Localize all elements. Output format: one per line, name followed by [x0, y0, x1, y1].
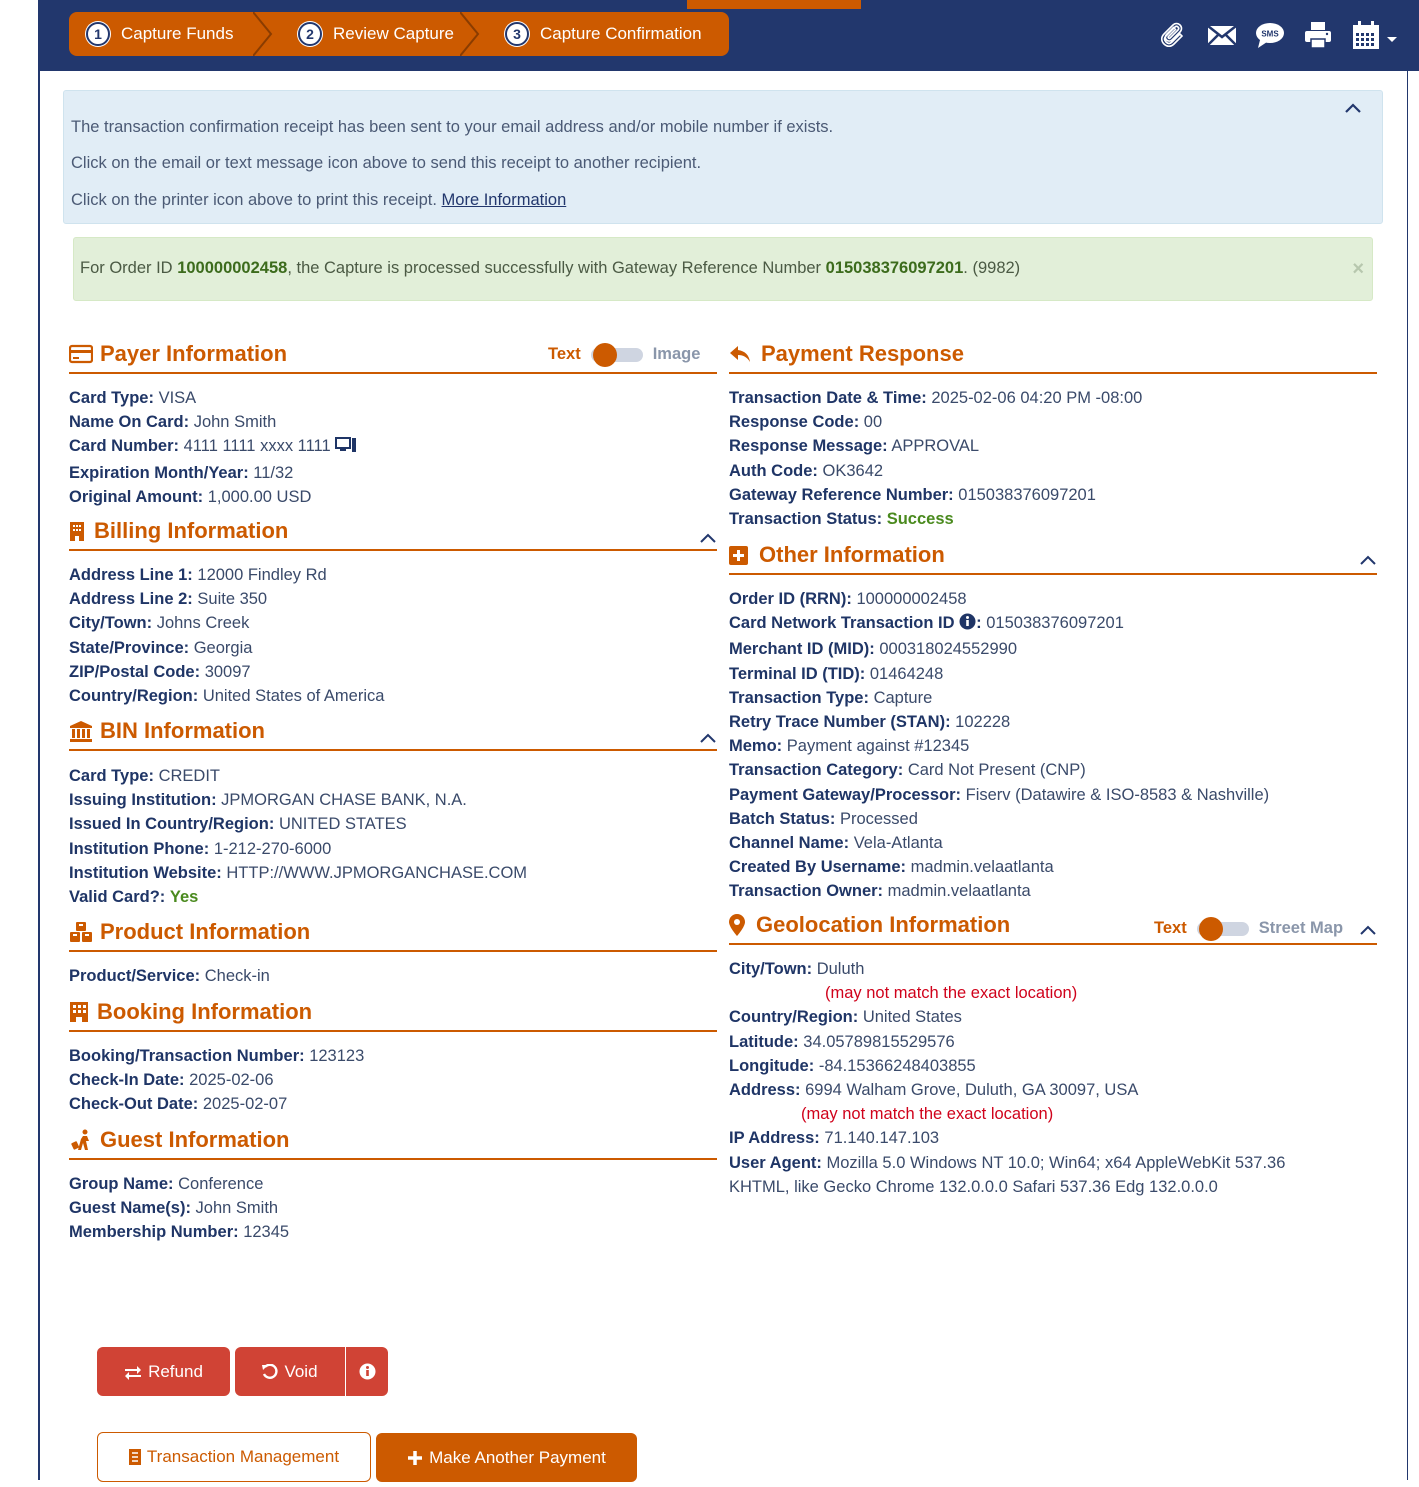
booking-rows	[69, 1044, 364, 1117]
field-row: Product/Service: Check-in	[69, 967, 270, 985]
undo-icon	[262, 1364, 278, 1380]
wizard-step-capture-confirmation[interactable]	[476, 12, 702, 56]
transaction-status-badge: Success	[886, 510, 954, 529]
field-row: Issued In Country/Region: UNITED STATES	[69, 815, 407, 834]
close-icon[interactable]: ×	[1352, 258, 1364, 280]
section-title: Booking Information	[97, 999, 313, 1024]
geolocation-rows	[729, 957, 1285, 1199]
toggle-label-text: Text	[1154, 919, 1187, 937]
bin-information-header	[69, 713, 717, 751]
field-row: Country/Region: United States of America	[69, 687, 385, 706]
field-row: IP Address: 71.140.147.103	[729, 1129, 940, 1148]
field-row: Issuing Institution: JPMORGAN CHASE BANK, N.A.	[69, 791, 467, 810]
field-row: Institution Website: HTTP://WWW.JPMORGANCHASE.COM	[69, 863, 528, 882]
field-row: Transaction Owner: madmin.velaatlanta	[729, 882, 1031, 901]
field-row: Address Line 1: 12000 Findley Rd	[69, 566, 327, 584]
location-warning: (may not match the exact location)	[825, 984, 1078, 1003]
void-info-button[interactable]	[346, 1347, 388, 1396]
page-frame-left	[38, 0, 40, 1480]
product-rows	[69, 964, 270, 988]
wizard-step-capture-funds[interactable]	[69, 12, 269, 56]
field-row: Created By Username: madmin.velaatlanta	[729, 858, 1054, 877]
cubes-icon	[69, 921, 95, 943]
field-row: Terminal ID (TID): 01464248	[729, 664, 944, 683]
text-streetmap-switch[interactable]	[1197, 922, 1249, 936]
step-number: 3	[505, 22, 529, 46]
geo-view-toggle	[1154, 919, 1343, 938]
chevron-up-icon[interactable]	[699, 725, 717, 739]
bank-icon	[69, 720, 95, 742]
transaction-management-button[interactable]: Transaction Management	[97, 1432, 371, 1482]
field-row: Channel Name: Vela-Atlanta	[729, 834, 943, 853]
toggle-label-text: Text	[548, 345, 581, 363]
step-number: 2	[298, 22, 322, 46]
section-title: Other Information	[759, 542, 945, 567]
other-information-rows	[729, 587, 1269, 904]
more-information-link[interactable]: More Information	[441, 191, 567, 209]
field-row: Name On Card: John Smith	[69, 413, 277, 432]
reply-icon	[729, 343, 756, 365]
map-marker-icon	[729, 914, 751, 936]
step-number: 1	[86, 22, 110, 46]
paperclip-icon[interactable]	[1157, 18, 1191, 52]
calendar-icon[interactable]	[1349, 18, 1383, 52]
wizard-steps	[69, 12, 729, 56]
section-title: Payment Response	[761, 341, 964, 366]
success-message: For Order ID 100000002458, the Capture is processed successfully with Gateway Reference Number 015038376097201. (9982)	[80, 259, 1021, 277]
info-line-3: Click on the printer icon above to print this receipt. More Information	[71, 191, 567, 209]
bin-rows	[69, 764, 527, 909]
refund-button[interactable]: Refund	[97, 1347, 230, 1396]
field-row: Original Amount: 1,000.00 USD	[69, 487, 312, 506]
field-row: ZIP/Postal Code: 30097	[69, 662, 251, 681]
field-row: User Agent: Mozilla 5.0 Windows NT 10.0; Win64; x64 AppleWebKit 537.36	[729, 1153, 1286, 1172]
field-row: Transaction Date & Time: 2025-02-06 04:20 PM -08:00	[729, 389, 1143, 407]
field-row: Longitude: -84.15366248403855	[729, 1056, 976, 1075]
chevron-up-icon[interactable]	[1359, 917, 1377, 931]
field-row: Response Message: APPROVAL	[729, 437, 980, 456]
field-row: Expiration Month/Year: 11/32	[69, 463, 294, 482]
other-information-header	[729, 537, 1377, 575]
sms-icon[interactable]	[1253, 18, 1287, 52]
card-entry-device-icon	[335, 436, 357, 460]
field-row: Auth Code: OK3642	[729, 461, 884, 480]
receipt-info-panel	[63, 90, 1383, 224]
printer-icon[interactable]	[1301, 18, 1335, 52]
section-title: Payer Information	[100, 341, 288, 366]
guest-rows	[69, 1172, 289, 1245]
building-icon	[69, 520, 89, 542]
payment-response-rows	[729, 386, 1142, 531]
field-row: Card Type: CREDIT	[69, 767, 220, 785]
field-row: City/Town: Johns Creek	[69, 614, 250, 633]
payment-response-header	[729, 336, 1377, 374]
billing-information-header	[69, 513, 717, 551]
field-row: State/Province: Georgia	[69, 638, 253, 657]
field-row: Memo: Payment against #12345	[729, 737, 970, 756]
field-row: Address: 6994 Walham Grove, Duluth, GA 30097, USA	[729, 1081, 1139, 1100]
field-row: Group Name: Conference	[69, 1175, 264, 1193]
info-circle-icon	[359, 1363, 376, 1380]
field-row: Response Code: 00	[729, 413, 883, 432]
valid-card-status: Yes	[169, 888, 199, 907]
field-row: Address Line 2: Suite 350	[69, 590, 268, 609]
field-row: Order ID (RRN): 100000002458	[729, 590, 967, 608]
field-row: Valid Card?: Yes	[69, 888, 199, 907]
payer-rows	[69, 386, 357, 509]
location-warning: (may not match the exact location)	[801, 1105, 1054, 1124]
booking-information-header	[69, 994, 717, 1032]
caret-down-icon[interactable]	[1387, 37, 1397, 42]
field-row: Booking/Transaction Number: 123123	[69, 1047, 365, 1065]
field-row: Card Number: 4111 1111 xxxx 1111	[69, 434, 357, 460]
field-row: Gateway Reference Number: 015038376097201	[729, 485, 1096, 504]
field-row: Merchant ID (MID): 000318024552990	[729, 640, 1017, 659]
chevron-up-icon[interactable]	[1344, 101, 1362, 115]
info-circle-icon[interactable]	[959, 613, 976, 637]
payer-view-toggle	[548, 345, 700, 364]
receipt-toolbar	[1157, 18, 1397, 52]
section-title: BIN Information	[100, 718, 265, 743]
section-title: Billing Information	[94, 518, 289, 543]
chevron-up-icon[interactable]	[1359, 547, 1377, 561]
toggle-label-street-map: Street Map	[1258, 919, 1344, 937]
field-row: Check-In Date: 2025-02-06	[69, 1071, 274, 1090]
wizard-step-review-capture[interactable]	[269, 12, 476, 56]
guest-information-header	[69, 1122, 717, 1160]
toggle-label-image: Image	[652, 345, 701, 363]
field-row: Guest Name(s): John Smith	[69, 1199, 279, 1218]
section-title: Geolocation Information	[756, 912, 1011, 937]
field-row: Transaction Status: Success	[729, 510, 954, 529]
step-label: Review Capture	[333, 24, 454, 43]
product-information-header	[69, 914, 717, 952]
svg-text:SMS: SMS	[1261, 29, 1279, 39]
text-image-switch[interactable]	[591, 348, 643, 362]
success-alert	[73, 237, 1373, 301]
field-row: Transaction Category: Card Not Present (CNP)	[729, 761, 1086, 780]
chevron-up-icon[interactable]	[699, 525, 717, 539]
step-label: Capture Confirmation	[540, 24, 702, 43]
hotel-icon	[69, 1001, 92, 1023]
plus-icon	[407, 1450, 423, 1466]
make-another-payment-button[interactable]: Make Another Payment	[376, 1433, 637, 1482]
info-line-2: Click on the email or text message icon above to send this receipt to another recipient.	[71, 154, 702, 172]
field-row: Batch Status: Processed	[729, 809, 918, 828]
top-bar-accent	[687, 0, 861, 9]
field-row: Check-Out Date: 2025-02-07	[69, 1095, 288, 1114]
traveler-icon	[69, 1129, 95, 1151]
exchange-icon	[124, 1364, 142, 1380]
field-row: Transaction Type: Capture	[729, 688, 933, 707]
envelope-icon[interactable]	[1205, 18, 1239, 52]
step-label: Capture Funds	[121, 24, 234, 43]
field-row: Institution Phone: 1-212-270-6000	[69, 839, 332, 858]
field-row: City/Town: Duluth	[729, 960, 865, 978]
field-row: Retry Trace Number (STAN): 102228	[729, 713, 1011, 732]
field-row: Country/Region: United States	[729, 1008, 962, 1027]
field-row: Membership Number: 12345	[69, 1223, 290, 1242]
field-row: Latitude: 34.05789815529576	[729, 1032, 955, 1051]
receipt-icon	[129, 1449, 141, 1465]
plus-square-icon	[729, 544, 754, 566]
field-row: Card Type: VISA	[69, 389, 197, 407]
user-agent-continued: KHTML, like Gecko Chrome 132.0.0.0 Safari 537.36 Edg 132.0.0.0	[729, 1177, 1218, 1196]
billing-rows	[69, 563, 384, 708]
void-button[interactable]: Void	[235, 1347, 345, 1396]
info-line-1: The transaction confirmation receipt has been sent to your email address and/or mobile number if exists.	[71, 118, 834, 136]
field-row: Payment Gateway/Processor: Fiserv (Datawire & ISO-8583 & Nashville)	[729, 785, 1270, 804]
section-title: Guest Information	[100, 1127, 290, 1152]
page-frame-right	[1407, 70, 1408, 1480]
field-row: Card Network Transaction ID : 015038376097201	[729, 611, 1269, 637]
section-title: Product Information	[100, 919, 311, 944]
credit-card-icon	[69, 343, 95, 365]
